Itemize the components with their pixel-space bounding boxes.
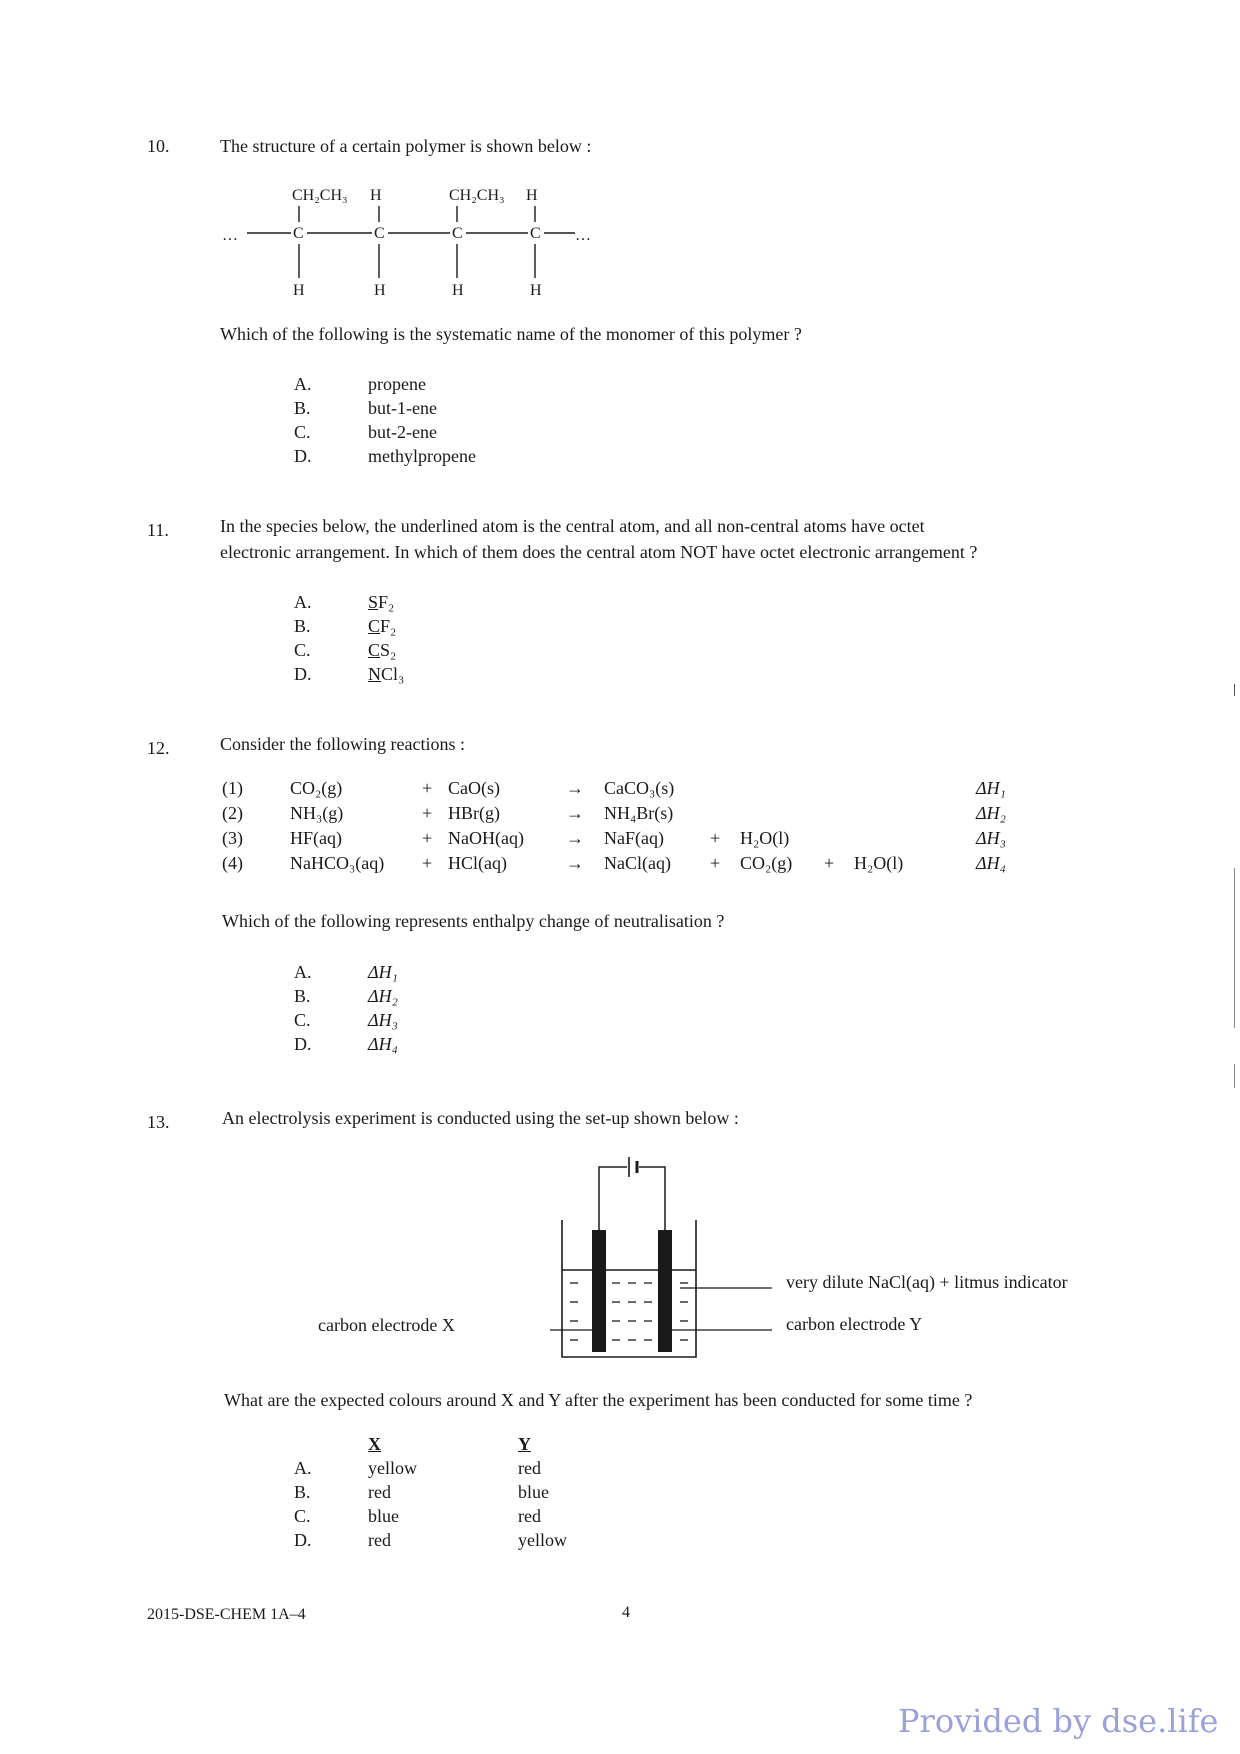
option-letter: D. xyxy=(294,664,312,684)
question-stem: The structure of a certain polymer is shown below : xyxy=(220,136,592,156)
option-b[interactable] xyxy=(294,1480,567,1504)
reaction-row xyxy=(222,826,1026,851)
reaction-id: (3) xyxy=(222,828,243,848)
option-letter: D. xyxy=(294,446,312,466)
reaction-id: (2) xyxy=(222,803,243,823)
c-atom: C xyxy=(374,225,385,242)
h-atom: H xyxy=(530,282,542,299)
question-stem: Consider the following reactions : xyxy=(220,734,465,754)
circuit-wires xyxy=(599,1167,665,1230)
arrow: → xyxy=(566,853,584,873)
reactant: CaO(s) xyxy=(448,778,500,798)
option-letter: A. xyxy=(294,1458,312,1478)
question-stem: An electrolysis experiment is conducted using the set-up shown below : xyxy=(222,1108,739,1128)
reactant: HCl(aq) xyxy=(448,853,507,873)
option-text: ΔH₂ xyxy=(368,986,398,1006)
option-letter: C. xyxy=(294,422,311,442)
ethyl-group: CH₂CH₃ xyxy=(449,187,505,204)
question-number: 10. xyxy=(147,136,170,156)
question-stem-line: electronic arrangement. In which of them does the central atom NOT have octet electronic arrangement ? xyxy=(220,542,978,562)
question-text: What are the expected colours around X and Y after the experiment has been conducted for some time ? xyxy=(224,1390,973,1410)
options-list xyxy=(294,372,476,468)
h-atom: H xyxy=(374,282,386,299)
option-text: ΔH₄ xyxy=(368,1034,398,1054)
label-solution: very dilute NaCl(aq) + litmus indicator xyxy=(786,1272,1068,1292)
reactant: CO₂(g) xyxy=(290,778,343,798)
option-a[interactable] xyxy=(294,590,404,614)
watermark: Provided by dse.life xyxy=(898,1702,1219,1740)
label-text: carbon electrode X xyxy=(318,1315,455,1335)
option-text: but-2-ene xyxy=(368,422,437,442)
option-d[interactable] xyxy=(294,1032,398,1056)
plus-sign: + xyxy=(710,828,721,848)
arrow: → xyxy=(566,803,584,823)
plus-sign: + xyxy=(422,828,433,848)
option-d[interactable] xyxy=(294,662,404,686)
arrow: → xyxy=(566,828,584,848)
plus-sign xyxy=(710,776,740,801)
question-text: Which of the following is the systematic name of the monomer of this polymer ? xyxy=(220,324,802,344)
scan-mark xyxy=(1234,1064,1235,1088)
product: NaF(aq) xyxy=(604,828,664,848)
reactant: HF(aq) xyxy=(290,828,342,848)
formula-rest: Cl₃ xyxy=(381,664,405,684)
plus-sign xyxy=(824,776,854,801)
bonds xyxy=(247,206,575,278)
chain-dots-right: … xyxy=(575,227,591,244)
c-atom: C xyxy=(530,225,541,242)
plus-sign: + xyxy=(422,853,433,873)
option-letter: A. xyxy=(294,962,312,982)
option-a[interactable] xyxy=(294,1456,567,1480)
option-b[interactable] xyxy=(294,984,398,1008)
option-y-colour: yellow xyxy=(518,1530,567,1550)
h-atom: H xyxy=(452,282,464,299)
option-b[interactable] xyxy=(294,396,476,420)
arrow: → xyxy=(566,778,584,798)
option-c[interactable] xyxy=(294,1008,398,1032)
product xyxy=(854,826,976,851)
reaction-row xyxy=(222,851,1026,876)
chain-dots-left: … xyxy=(222,227,238,244)
plus-sign: + xyxy=(422,803,433,823)
product: H₂O(l) xyxy=(740,828,790,848)
product: CO₂(g) xyxy=(740,853,793,873)
option-letter: D. xyxy=(294,1034,312,1054)
ethyl-group: CH₂CH₃ xyxy=(292,187,348,204)
question-number: 11. xyxy=(147,520,169,540)
option-letter: D. xyxy=(294,1530,312,1550)
plus-sign xyxy=(824,826,854,851)
formula-rest: F₂ xyxy=(378,592,395,612)
option-letter: B. xyxy=(294,398,311,418)
product: NH₄Br(s) xyxy=(604,803,674,823)
option-x-colour: blue xyxy=(368,1506,399,1526)
product xyxy=(854,776,976,801)
polymer-structure xyxy=(215,178,635,303)
option-d[interactable] xyxy=(294,1528,567,1552)
product: H₂O(l) xyxy=(854,853,904,873)
option-text: ΔH₃ xyxy=(368,1010,398,1030)
option-c[interactable] xyxy=(294,638,404,662)
page-number: 4 xyxy=(622,1604,630,1621)
option-y-colour: red xyxy=(518,1458,541,1478)
electrode-x xyxy=(592,1230,606,1352)
header-y: Y xyxy=(518,1434,531,1454)
options-list xyxy=(294,590,404,686)
reactant: NH₃(g) xyxy=(290,803,344,823)
reactant: NaOH(aq) xyxy=(448,828,524,848)
product xyxy=(740,801,824,826)
plus-sign: + xyxy=(710,853,721,873)
reaction-row xyxy=(222,801,1026,826)
central-atom: C xyxy=(368,640,381,660)
formula-rest: F₂ xyxy=(380,616,397,636)
header-x: X xyxy=(368,1434,381,1454)
paper-code: 2015-DSE-CHEM 1A–4 xyxy=(147,1606,306,1623)
option-y-colour: blue xyxy=(518,1482,549,1502)
option-letter: C. xyxy=(294,1506,311,1526)
question-number: 12. xyxy=(147,738,170,758)
option-x-colour: yellow xyxy=(368,1458,417,1478)
option-text: but-1-ene xyxy=(368,398,437,418)
h-atom: H xyxy=(293,282,305,299)
reactant: HBr(g) xyxy=(448,803,500,823)
option-text: propene xyxy=(368,374,426,394)
option-letter: C. xyxy=(294,640,311,660)
option-a[interactable] xyxy=(294,960,398,984)
option-letter: B. xyxy=(294,1482,311,1502)
option-d[interactable] xyxy=(294,444,476,468)
enthalpy-label: ΔH₂ xyxy=(976,803,1006,823)
reaction-row xyxy=(222,776,1026,801)
options-list xyxy=(294,960,398,1056)
option-x-colour: red xyxy=(368,1530,391,1550)
plus-sign: + xyxy=(824,853,835,873)
question-text: Which of the following represents enthalpy change of neutralisation ? xyxy=(222,911,725,931)
question-number: 13. xyxy=(147,1112,170,1132)
label-electrode-x xyxy=(318,1311,455,1339)
option-letter: A. xyxy=(294,592,312,612)
reaction-id: (4) xyxy=(222,853,243,873)
enthalpy-label: ΔH₄ xyxy=(976,853,1006,873)
formula-rest: S₂ xyxy=(380,640,397,660)
product xyxy=(740,776,824,801)
h-atom: H xyxy=(370,187,382,204)
plus-sign xyxy=(710,801,740,826)
h-atom: H xyxy=(526,187,538,204)
option-letter: B. xyxy=(294,986,311,1006)
option-y-colour: red xyxy=(518,1506,541,1526)
reactant: NaHCO₃(aq) xyxy=(290,853,385,873)
central-atom: C xyxy=(368,616,381,636)
product: CaCO₃(s) xyxy=(604,778,675,798)
enthalpy-label: ΔH₁ xyxy=(976,778,1006,798)
central-atom: S xyxy=(368,592,379,612)
c-atom: C xyxy=(293,225,304,242)
c-atom: C xyxy=(452,225,463,242)
central-atom: N xyxy=(368,664,381,684)
option-b[interactable] xyxy=(294,614,404,638)
beaker xyxy=(562,1220,696,1357)
option-letter: A. xyxy=(294,374,312,394)
option-letter: C. xyxy=(294,1010,311,1030)
answer-header xyxy=(294,1432,567,1456)
label-electrode-y: carbon electrode Y xyxy=(786,1314,923,1334)
product: NaCl(aq) xyxy=(604,853,671,873)
option-c[interactable] xyxy=(294,420,476,444)
question-stem-line: In the species below, the underlined atom is the central atom, and all non-central atoms have octet xyxy=(220,516,925,536)
answer-table xyxy=(294,1432,567,1552)
electrode-y xyxy=(658,1230,672,1352)
enthalpy-label: ΔH₃ xyxy=(976,828,1006,848)
option-text: ΔH₁ xyxy=(368,962,398,982)
option-x-colour: red xyxy=(368,1482,391,1502)
plus-sign: + xyxy=(422,778,433,798)
option-a[interactable] xyxy=(294,372,476,396)
scan-mark xyxy=(1234,684,1235,696)
option-text: methylpropene xyxy=(368,446,476,466)
reaction-id: (1) xyxy=(222,778,243,798)
reactions-table xyxy=(222,776,1026,876)
option-c[interactable] xyxy=(294,1504,567,1528)
electrolysis-setup xyxy=(550,1150,780,1370)
plus-sign xyxy=(824,801,854,826)
product xyxy=(854,801,976,826)
option-letter: B. xyxy=(294,616,311,636)
battery-icon xyxy=(629,1157,637,1177)
scan-mark xyxy=(1234,868,1235,1028)
